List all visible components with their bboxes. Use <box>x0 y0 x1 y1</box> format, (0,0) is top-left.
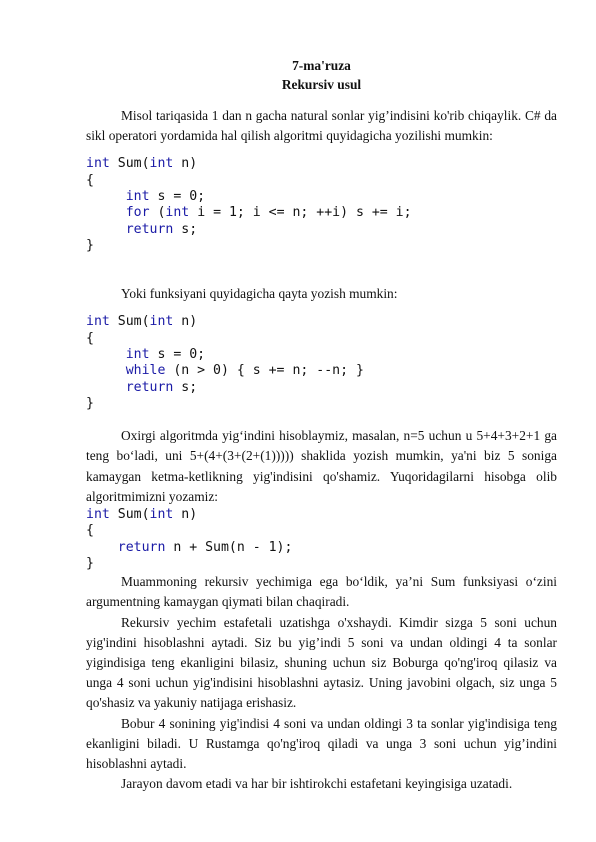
code-line: } <box>86 395 94 411</box>
paragraph-process-continues: Jarayon davom etadi va har bir ishtirokchi estafetani keyingisiga uzatadi. <box>121 776 513 792</box>
paragraph-recursive-solution: Muammoning rekursiv yechimiga ega bo‘ldik, ya’ni Sum funksiyasi o‘zini argumentning kamaygan qiymati bilan chaqiradi. <box>86 574 557 610</box>
code-line: int s = 0; <box>125 189 206 204</box>
code-line: for (int i = 1; i <= n; ++i) s += i; <box>125 205 412 221</box>
paragraph-sum-explanation: Oxirgi algoritmda yig‘indini hisoblaymiz, masalan, n=5 uchun u 5+4+3+2+1 ga teng bo‘ladi, uni 5+(4+(3+(2+(1))))) shaklida yozish mumkin, ya'ni biz 5 soniga kamaygan ketma-ketlikning yig'indisini qo'shamiz. Yuqoridagilarni hisobga olib algoritmimizni yozamiz: <box>86 428 557 504</box>
lecture-subtitle: Rekursiv usul <box>281 77 362 92</box>
code-line: { <box>86 172 94 188</box>
code-line: } <box>86 555 94 571</box>
code-line: int Sum(int n) <box>86 506 198 522</box>
code-line: int Sum(int n) <box>86 314 198 330</box>
code-line: return s; <box>125 221 198 237</box>
code-line: { <box>86 523 94 539</box>
paragraph-rewrite: Yoki funksiyani quyidagicha qayta yozish mumkin: <box>121 286 398 302</box>
code-line: return n + Sum(n - 1); <box>117 539 293 555</box>
code-line: int Sum(int n) <box>86 156 198 172</box>
code-line: while (n > 0) { s += n; --n; } <box>125 363 364 379</box>
code-block-while-loop <box>86 314 557 412</box>
code-line: return s; <box>125 379 198 395</box>
code-block-for-loop <box>86 156 557 254</box>
paragraph-relay-analogy: Rekursiv yechim estafetali uzatishga o'xshaydi. Kimdir sizga 5 soni uchun yig'indini hisoblashni aytadi. Siz bu yig’indi 5 soni va undan oldingi 4 ta sonlar yigindisiga teng ekanligini bilasiz, shuning uchun siz Boburga qo'ng'iroq qilasiz va unga 4 soni uchun yig'indisini hisoblashni aytasiz. Uning javobini olgach, siz unga 5 qo'shasiz va yakuniy natijaga erishasiz. <box>86 614 557 711</box>
lecture-title: 7-ma'ruza <box>292 58 351 73</box>
code-line: } <box>86 237 94 253</box>
paragraph-bobur: Bobur 4 sonining yig'indisi 4 soni va undan oldingi 3 ta sonlar yig'indisiga teng ekanligini biladi. U Rustamga qo'ng'iroq qiladi va unga 3 soni uchun yig’indini hisoblashni aytadi. <box>86 715 557 771</box>
code-block-recursive <box>86 507 557 572</box>
paragraph-intro: Misol tariqasida 1 dan n gacha natural sonlar yig’indisini ko'rib chiqaylik. C# da sikl operatori yordamida hal qilish algoritmi quyidagicha yozilishi mumkin: <box>86 108 557 144</box>
code-line: int s = 0; <box>125 346 206 362</box>
document-page <box>86 56 557 794</box>
code-line: { <box>86 330 94 346</box>
